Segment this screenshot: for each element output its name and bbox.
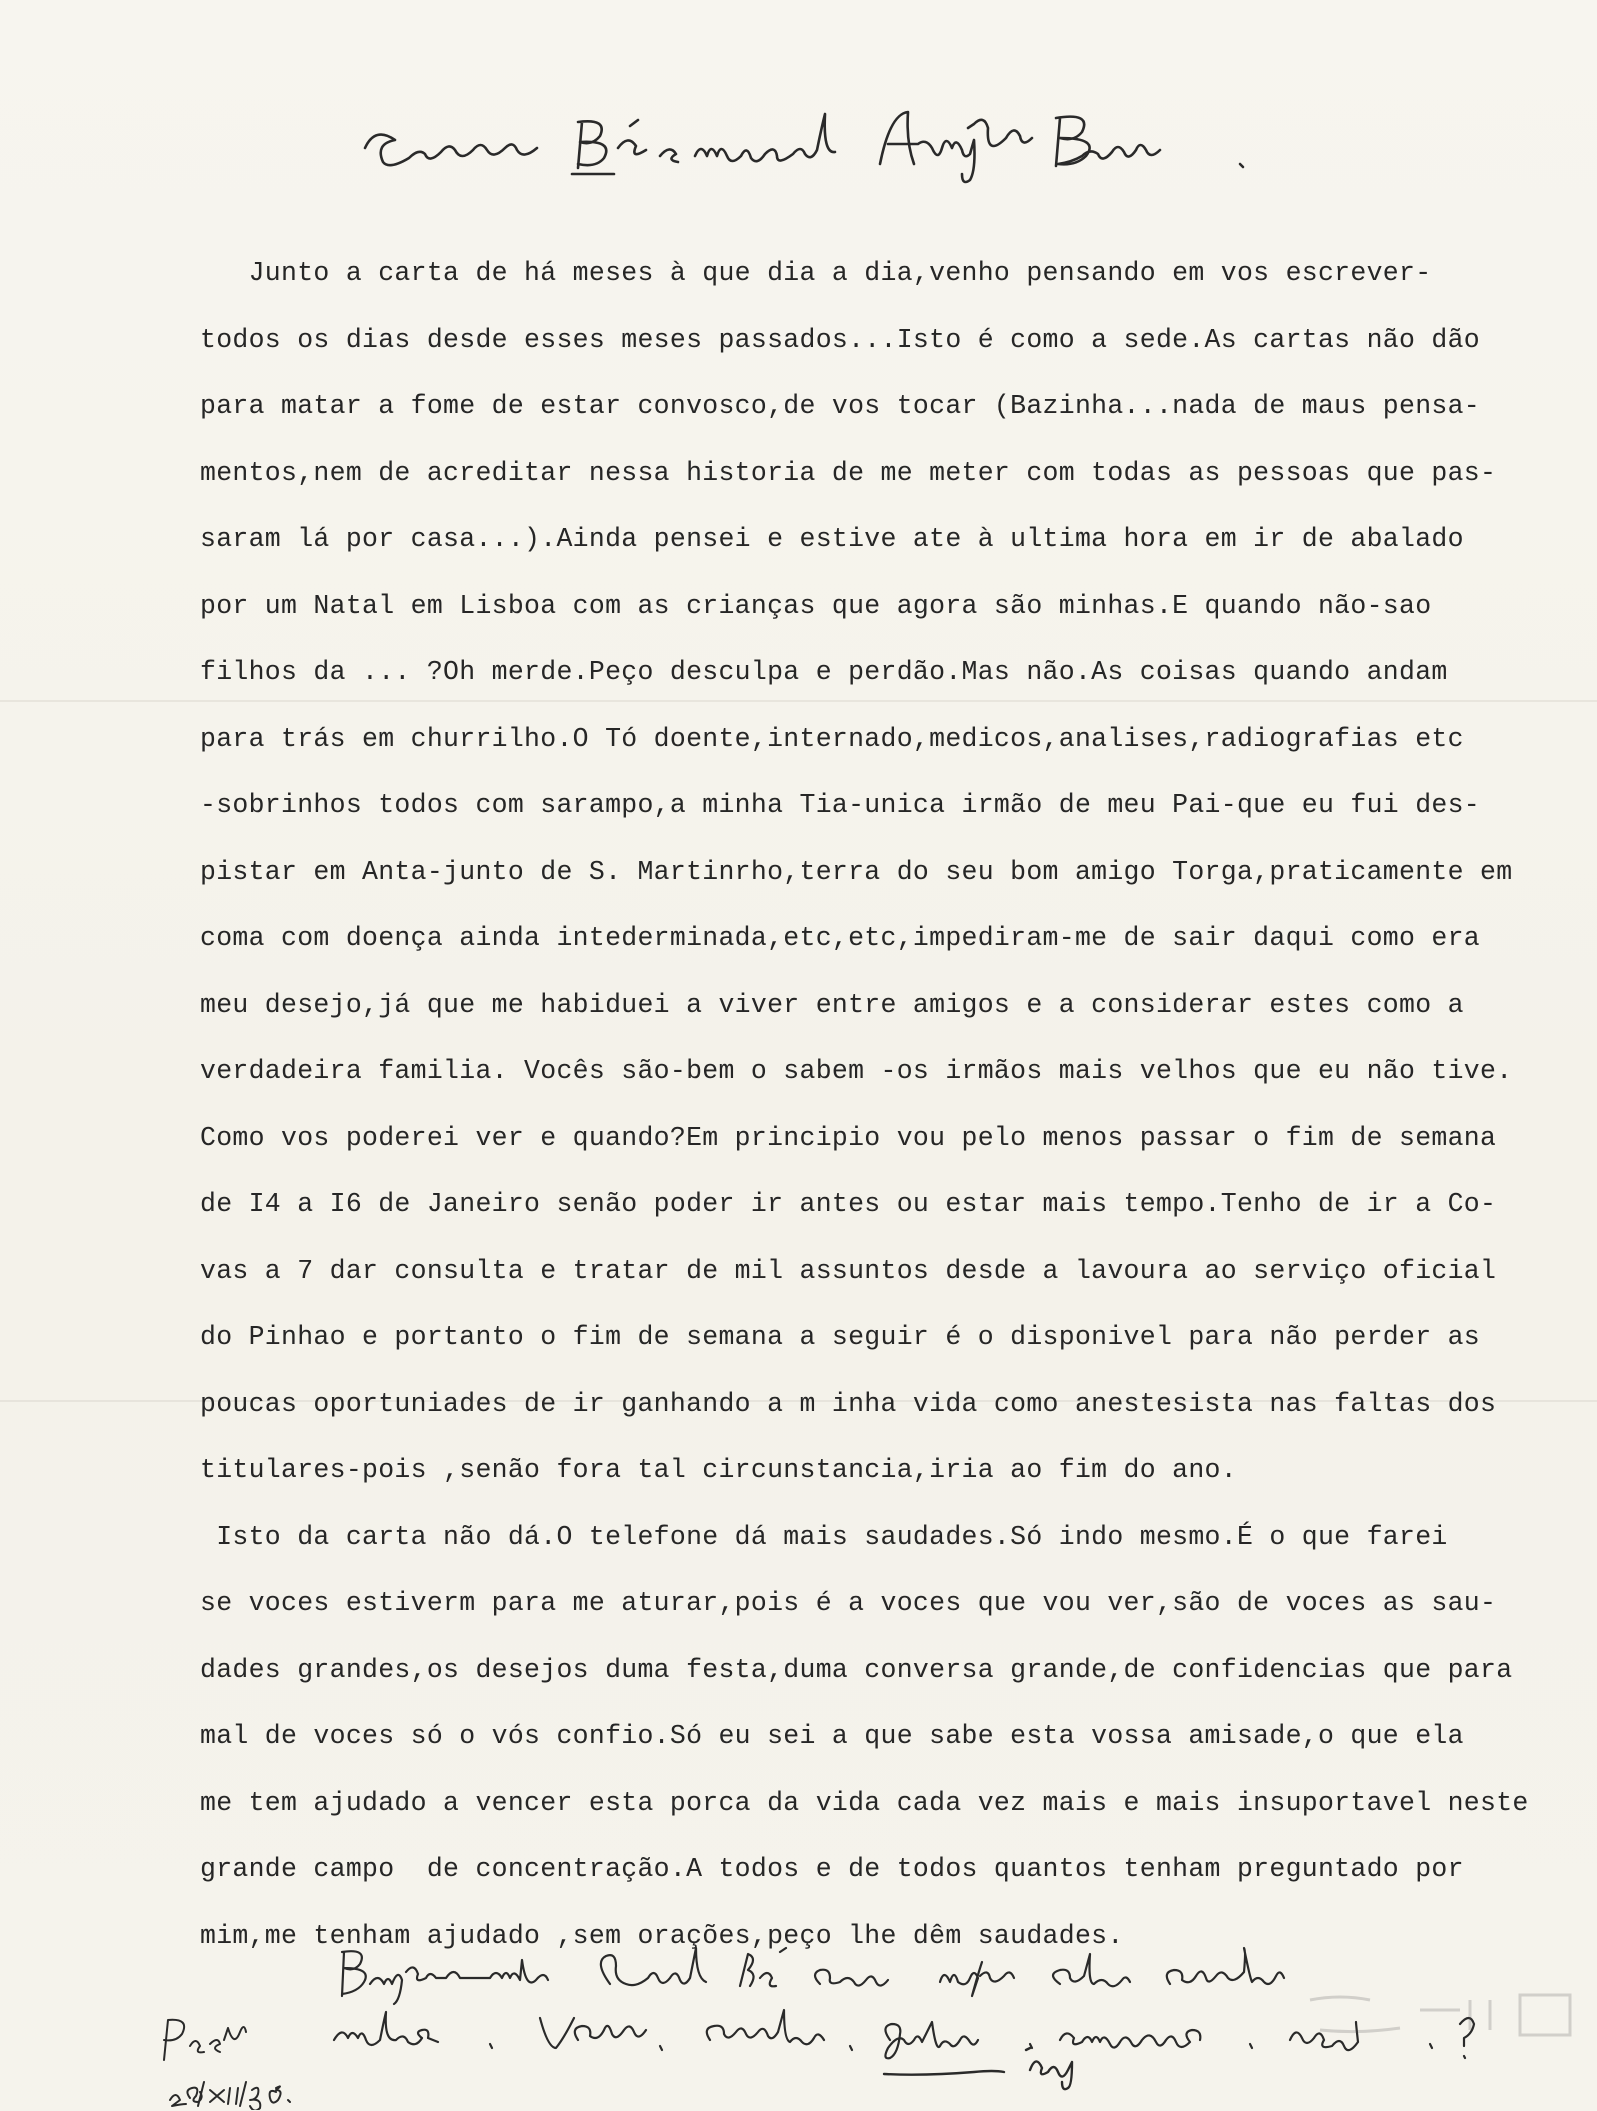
letter-line: Isto da carta não dá.O telefone dá mais saudades.Só indo mesmo.É o que farei — [200, 1521, 1448, 1552]
letter-line: grande campo de concentração.A todos e de todos quantos tenham preguntado por — [200, 1854, 1464, 1884]
letter-line: para trás em churrilho.O Tó doente,internado,medicos,analises,radiografias etc — [200, 723, 1464, 754]
handwritten-date-note — [140, 2010, 320, 2110]
letter-line: pistar em Anta-junto de S. Martinrho,terra do seu bom amigo Torga,praticamente em — [200, 856, 1513, 887]
letter-line: por um Natal em Lisboa com as crianças que agora são minhas.E quando não-sao — [200, 590, 1432, 621]
letter-line: coma com doença ainda intederminada,etc,etc,impediram-me de sair daqui como era — [200, 923, 1481, 953]
letter-line: mal de voces só o vós confio.Só eu sei a que sabe esta vossa amisade,o que ela — [200, 1721, 1464, 1751]
letter-line: titulares-pois ,senão fora tal circunstancia,iria ao fim do ano. — [200, 1455, 1237, 1485]
letter-line: se voces estiverm para me aturar,pois é a voces que vou ver,são de voces as sau- — [200, 1588, 1497, 1618]
letter-line: Como vos poderei ver e quando?Em principio vou pelo menos passar o fim de semana — [200, 1122, 1497, 1153]
letter-line: vas a 7 dar consulta e tratar de mil assuntos desde a lavoura ao serviço oficial — [200, 1255, 1497, 1286]
archive-stamp — [1300, 1980, 1597, 2050]
letter-line: verdadeira familia. Vocês são-bem o sabem -os irmãos mais velhos que eu não tive. — [200, 1056, 1513, 1086]
letter-line: saram lá por casa...).Ainda pensei e estive ate à ultima hora em ir de abalado — [200, 524, 1464, 554]
letter-line: -sobrinhos todos com sarampo,a minha Tia-unica irmão de meu Pai-que eu fui des- — [200, 790, 1481, 820]
letter-line: mentos,nem de acreditar nessa historia de me meter com todas as pessoas que pas- — [200, 457, 1497, 488]
handwritten-salutation — [360, 108, 1360, 188]
letter-body — [200, 240, 1597, 1969]
letter-line: todos os dias desde esses meses passados...Isto é como a sede.As cartas não dão — [200, 324, 1481, 355]
letter-line: do Pinhao e portanto o fim de semana a seguir é o disponivel para não perder as — [200, 1322, 1481, 1352]
letter-line: de I4 a I6 de Janeiro senão poder ir antes ou estar mais tempo.Tenho de ir a Co- — [200, 1189, 1497, 1219]
letter-line: Junto a carta de há meses à que dia a dia,venho pensando em vos escrever- — [200, 258, 1432, 288]
letter-line: mim,me tenham ajudado ,sem orações,peço lhe dêm saudades. — [200, 1920, 1124, 1951]
letter-line: filhos da ... ?Oh merde.Peço desculpa e perdão.Mas não.As coisas quando andam — [200, 657, 1448, 687]
letter-line: poucas oportuniades de ir ganhando a m inha vida como anestesista nas faltas dos — [200, 1388, 1497, 1419]
letter-line: dades grandes,os desejos duma festa,duma conversa grande,de confidencias que para — [200, 1654, 1513, 1685]
letter-line: meu desejo,já que me habiduei a viver entre amigos e a considerar estes como a — [200, 989, 1464, 1020]
handwritten-signature — [880, 2040, 1140, 2100]
letter-line: para matar a fome de estar convosco,de vos tocar (Bazinha...nada de maus pensa- — [200, 391, 1481, 421]
letter-line: me tem ajudado a vencer esta porca da vida cada vez mais e mais insuportavel neste — [200, 1787, 1529, 1818]
